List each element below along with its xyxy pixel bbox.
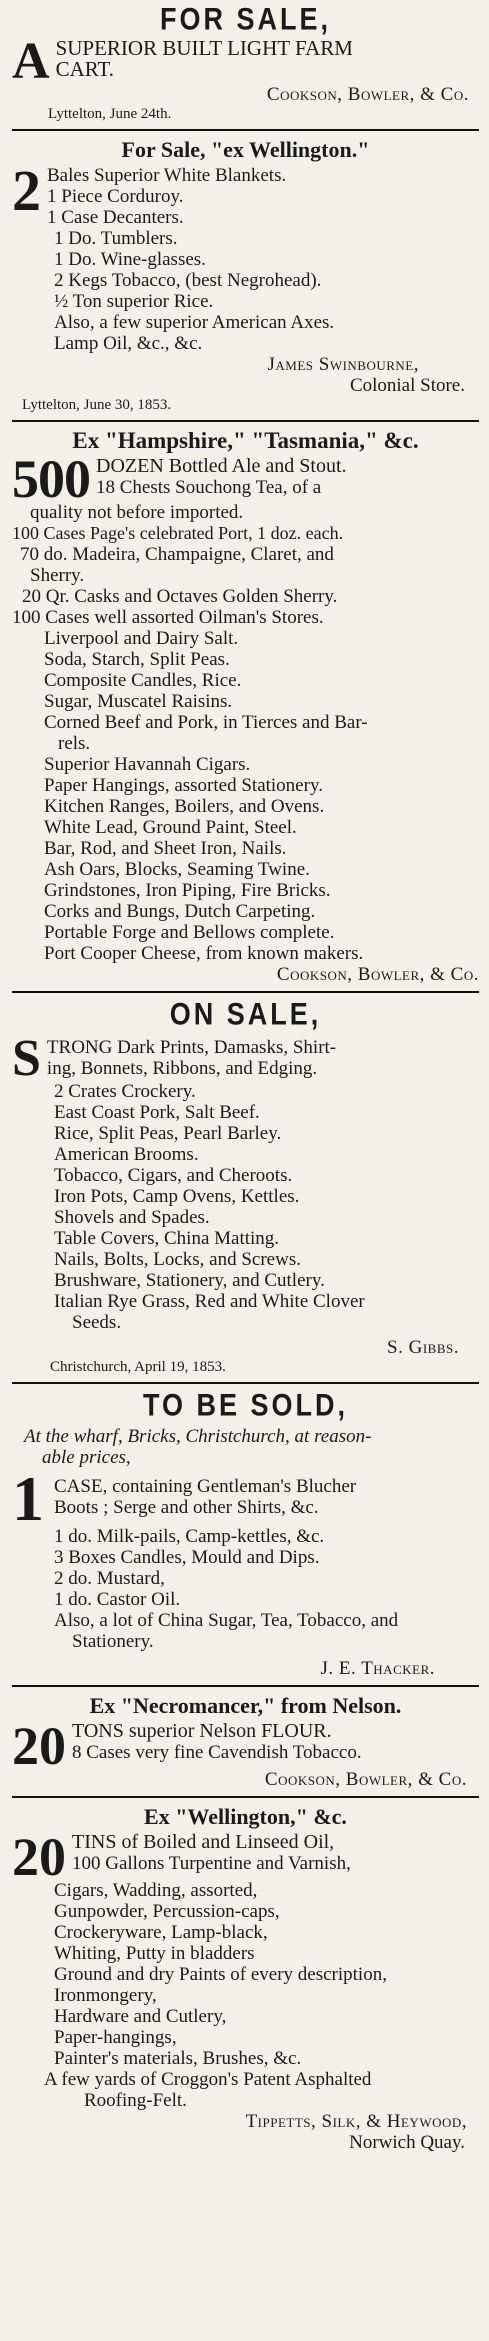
ad-line: TINS of Boiled and Linseed Oil, bbox=[72, 1831, 335, 1853]
ad-heading: TO BE SOLD, bbox=[142, 1387, 349, 1423]
ad-signature: S. Gibbs. bbox=[387, 1337, 459, 1358]
ad-line: Corned Beef and Pork, in Tierces and Bar- bbox=[44, 712, 368, 733]
ad-dateline: Lyttelton, June 30, 1853. bbox=[22, 397, 172, 413]
ad-line: CASE, containing Gentleman's Blucher bbox=[54, 1476, 357, 1497]
ad-line: Sherry. bbox=[30, 565, 85, 586]
ad-line: Superior Havannah Cigars. bbox=[44, 754, 251, 775]
ad-ex-wellington bbox=[12, 135, 479, 414]
ad-line: 100 Cases well assorted Oilman's Stores. bbox=[12, 607, 324, 628]
ad-line: Italian Rye Grass, Red and White Clover bbox=[54, 1291, 365, 1312]
ad-line: ½ Ton superior Rice. bbox=[54, 291, 214, 312]
ad-line: Ironmongery, bbox=[54, 1985, 157, 2006]
ad-ex-hampshire-tasmania bbox=[12, 426, 479, 985]
ad-line: 1 Do. Tumblers. bbox=[54, 228, 178, 249]
ad-line: rels. bbox=[58, 733, 91, 754]
ad-line: Boots ; Serge and other Shirts, &c. bbox=[54, 1497, 319, 1518]
ad-line: Port Cooper Cheese, from known makers. bbox=[44, 943, 364, 964]
ad-line: Hardware and Cutlery, bbox=[54, 2006, 227, 2027]
divider bbox=[12, 1796, 479, 1798]
ad-line: American Brooms. bbox=[54, 1144, 199, 1165]
ad-signature: James Swinbourne, bbox=[267, 354, 419, 375]
ad-for-sale-farm-cart bbox=[12, 0, 479, 123]
ad-signature: Cookson, Bowler, & Co. bbox=[276, 964, 479, 985]
ad-dateline: Lyttelton, June 24th. bbox=[48, 106, 172, 122]
ad-line: TRONG Dark Prints, Damasks, Shirt- bbox=[46, 1037, 337, 1058]
ad-line: Tobacco, Cigars, and Cheroots. bbox=[54, 1165, 293, 1186]
ad-line: Corks and Bungs, Dutch Carpeting. bbox=[44, 901, 316, 922]
ad-line: Painter's materials, Brushes, &c. bbox=[54, 2048, 302, 2069]
ad-line: Ash Oars, Blocks, Seaming Twine. bbox=[44, 859, 310, 880]
ad-line: Composite Candles, Rice. bbox=[44, 670, 242, 691]
ad-line: Seeds. bbox=[72, 1312, 122, 1333]
drop-cap: 1 bbox=[12, 1463, 44, 1534]
ad-line: 70 do. Madeira, Champaigne, Claret, and bbox=[20, 544, 334, 565]
ad-line: Liverpool and Dairy Salt. bbox=[44, 628, 239, 649]
ad-line: Table Covers, China Matting. bbox=[54, 1228, 280, 1249]
ad-line: Stationery. bbox=[72, 1631, 154, 1652]
ad-signature: Colonial Store. bbox=[349, 375, 465, 396]
ad-on-sale bbox=[12, 997, 479, 1376]
ad-line: quality not before imported. bbox=[30, 502, 244, 523]
ad-ex-necromancer bbox=[12, 1691, 479, 1790]
ad-line: Grindstones, Iron Piping, Fire Bricks. bbox=[44, 880, 331, 901]
ad-signature: J. E. Thacker. bbox=[320, 1658, 435, 1679]
drop-cap: 20 bbox=[12, 1827, 66, 1887]
ad-line: Also, a lot of China Sugar, Tea, Tobacco, and bbox=[54, 1610, 399, 1631]
ad-line: 1 Piece Corduroy. bbox=[47, 186, 184, 207]
ad-signature: Tippetts, Silk, & Heywood, bbox=[245, 2111, 467, 2132]
ad-line: A few yards of Croggon's Patent Asphalted bbox=[44, 2069, 372, 2090]
ad-line: 2 Kegs Tobacco, (best Negrohead). bbox=[54, 270, 322, 291]
ad-line: Ground and dry Paints of every description, bbox=[54, 1964, 387, 1985]
ad-line: 1 do. Castor Oil. bbox=[54, 1589, 181, 1610]
ad-dateline: Christchurch, April 19, 1853. bbox=[50, 1359, 226, 1375]
divider bbox=[12, 1382, 479, 1384]
ad-line: 1 Do. Wine-glasses. bbox=[54, 249, 206, 270]
ad-line: Brushware, Stationery, and Cutlery. bbox=[54, 1270, 325, 1291]
ad-heading: ON SALE, bbox=[169, 996, 322, 1032]
ad-heading: For Sale, "ex Wellington." bbox=[121, 137, 370, 162]
ad-heading: Ex "Necromancer," from Nelson. bbox=[89, 1693, 402, 1718]
ad-subhead: able prices, bbox=[42, 1447, 131, 1468]
ad-line: Shovels and Spades. bbox=[54, 1207, 210, 1228]
ad-line: 100 Cases Page's celebrated Port, 1 doz. each. bbox=[12, 523, 344, 543]
ad-line: Paper-hangings, bbox=[54, 2027, 177, 2048]
divider bbox=[12, 129, 479, 131]
ad-line: Nails, Bolts, Locks, and Screws. bbox=[54, 1249, 301, 1270]
ad-line: 1 Case Decanters. bbox=[47, 207, 184, 228]
ad-line: Cigars, Wadding, assorted, bbox=[54, 1880, 258, 1901]
ad-line: Sugar, Muscatel Raisins. bbox=[44, 691, 233, 712]
ad-line: 2 Crates Crockery. bbox=[54, 1081, 196, 1102]
ad-line: Kitchen Ranges, Boilers, and Ovens. bbox=[44, 796, 325, 817]
ad-to-be-sold bbox=[12, 1388, 479, 1679]
ad-line: Iron Pots, Camp Ovens, Kettles. bbox=[54, 1186, 300, 1207]
ad-heading: Ex "Hampshire," "Tasmania," &c. bbox=[72, 428, 419, 453]
ad-line: 8 Cases very fine Cavendish Tobacco. bbox=[72, 1742, 362, 1763]
ad-line: 3 Boxes Candles, Mould and Dips. bbox=[54, 1547, 320, 1568]
divider bbox=[12, 1685, 479, 1687]
ad-line: Bales Superior White Blankets. bbox=[47, 165, 287, 186]
drop-cap: 20 bbox=[12, 1716, 66, 1776]
drop-cap: 2 bbox=[12, 158, 41, 223]
ad-line: Crockeryware, Lamp-black, bbox=[54, 1922, 268, 1943]
ad-line: DOZEN Bottled Ale and Stout. bbox=[96, 455, 347, 477]
ad-line: 100 Gallons Turpentine and Varnish, bbox=[72, 1853, 351, 1874]
ad-line: Bar, Rod, and Sheet Iron, Nails. bbox=[44, 838, 287, 859]
divider bbox=[12, 420, 479, 422]
ad-line: Gunpowder, Percussion-caps, bbox=[54, 1901, 280, 1922]
drop-cap: 500 bbox=[12, 449, 90, 509]
ad-line: Roofing-Felt. bbox=[84, 2090, 187, 2111]
ad-signature: Norwich Quay. bbox=[349, 2132, 465, 2153]
ad-line: CART. bbox=[55, 57, 114, 81]
drop-cap: A bbox=[12, 33, 50, 90]
ad-subhead: At the wharf, Bricks, Christchurch, at reason- bbox=[24, 1426, 372, 1447]
ad-ex-wellington-oils bbox=[12, 1802, 479, 2153]
ad-line: Lamp Oil, &c., &c. bbox=[54, 333, 203, 354]
ad-heading: Ex "Wellington," &c. bbox=[144, 1804, 347, 1829]
ad-heading: FOR SALE, bbox=[159, 1, 331, 37]
ad-line: Rice, Split Peas, Pearl Barley. bbox=[54, 1123, 282, 1144]
ad-line: 18 Chests Souchong Tea, of a bbox=[96, 477, 322, 498]
ad-line: 1 do. Milk-pails, Camp-kettles, &c. bbox=[54, 1526, 325, 1547]
ad-line: Whiting, Putty in bladders bbox=[54, 1943, 255, 1964]
ad-signature: Cookson, Bowler, & Co. bbox=[266, 84, 469, 105]
ad-line: 20 Qr. Casks and Octaves Golden Sherry. bbox=[22, 586, 338, 607]
divider bbox=[12, 991, 479, 993]
ad-signature: Cookson, Bowler, & Co. bbox=[264, 1769, 467, 1790]
ad-line: Also, a few superior American Axes. bbox=[54, 312, 335, 333]
ad-line: White Lead, Ground Paint, Steel. bbox=[44, 817, 297, 838]
ad-line: Portable Forge and Bellows complete. bbox=[44, 922, 335, 943]
ad-line: SUPERIOR BUILT LIGHT FARM bbox=[55, 36, 353, 60]
ad-line: TONS superior Nelson FLOUR. bbox=[72, 1720, 332, 1742]
ad-line: 2 do. Mustard, bbox=[54, 1568, 165, 1589]
ad-line: Paper Hangings, assorted Stationery. bbox=[44, 775, 323, 796]
drop-cap: S bbox=[12, 1030, 41, 1087]
ad-line: ing, Bonnets, Ribbons, and Edging. bbox=[46, 1058, 318, 1079]
ad-line: Soda, Starch, Split Peas. bbox=[44, 649, 230, 670]
ad-line: East Coast Pork, Salt Beef. bbox=[54, 1102, 260, 1123]
